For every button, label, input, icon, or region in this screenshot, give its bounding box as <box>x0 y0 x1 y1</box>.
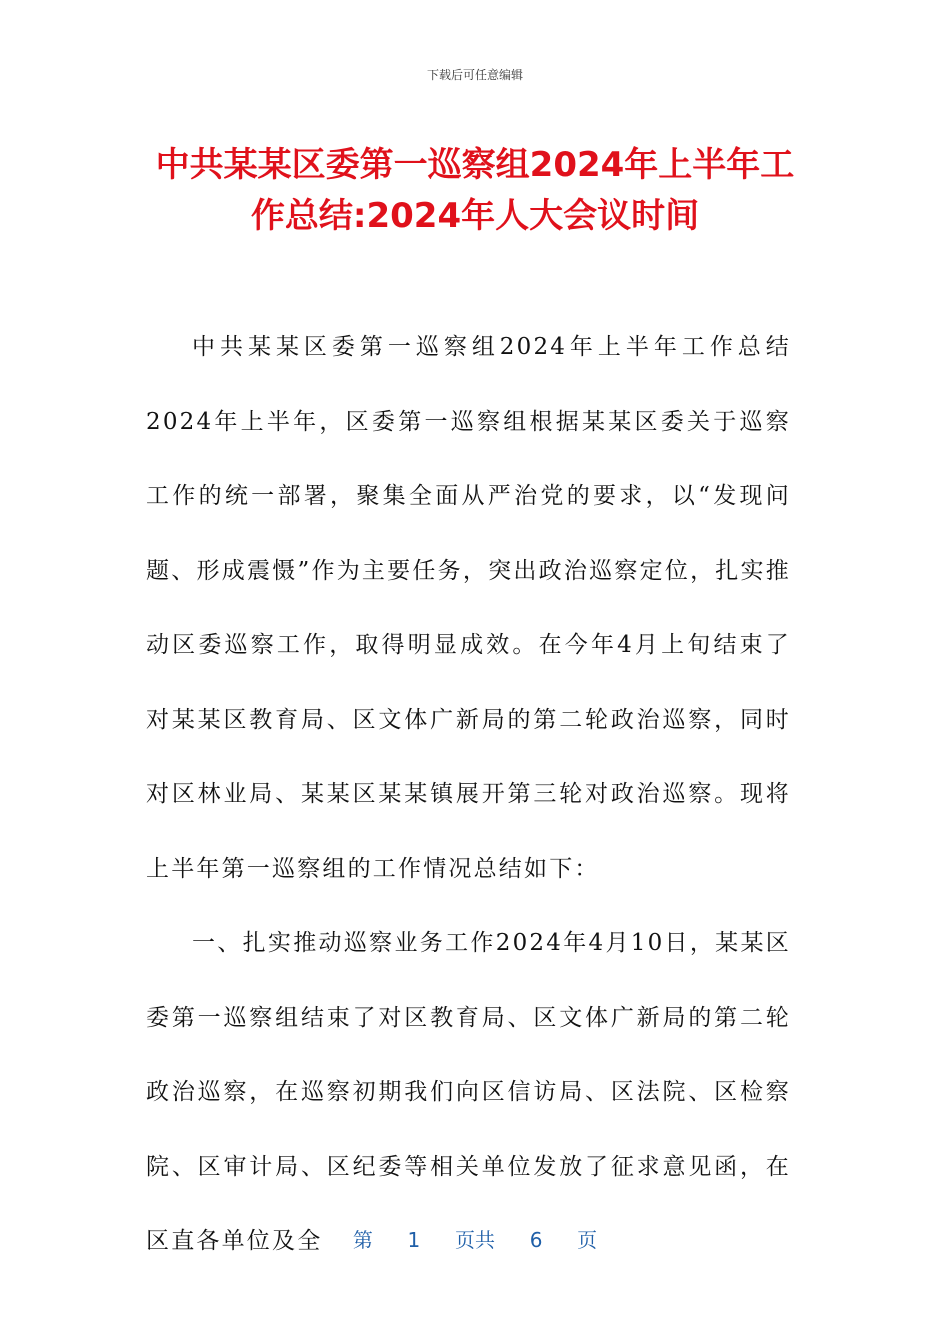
paragraph-1: 中共某某区委第一巡察组2024年上半年工作总结2024年上半年，区委第一巡察组根据某某区委关于巡察工作的统一部署，聚集全面从严治党的要求，以“发现问题、形成震慑”作为主要任务，突出政治巡察定位，扎实推动区委巡察工作，取得明显成效。在今年4月上旬结束了对某某区教育局、区文体广新局的第二轮政治巡察，同时对区林业局、某某区某某镇展开第三轮对政治巡察。现将上半年第一巡察组的工作情况总结如下： <box>146 334 791 882</box>
document-body <box>146 310 791 1279</box>
paragraph-2: 一、扎实推动巡察业务工作2024年4月10日，某某区委第一巡察组结束了对区教育局、区文体广新局的第二轮政治巡察，在巡察初期我们向区信访局、区法院、区检察院、区审计局、区纪委等相关单位发放了征求意见函，在区直各单位及全 <box>146 930 791 1254</box>
footer-suffix: 页 <box>577 1228 598 1252</box>
footer-total-pages: 6 <box>529 1228 543 1252</box>
page-footer <box>0 1224 950 1253</box>
header-note: 下载后可任意编辑 <box>426 68 523 82</box>
footer-page-number: 1 <box>407 1228 421 1252</box>
footer-middle: 页共 <box>455 1228 495 1252</box>
footer-prefix: 第 <box>352 1228 373 1252</box>
document-title: 中共某某区委第一巡察组2024年上半年工作总结:2024年人大会议时间 <box>155 145 795 236</box>
